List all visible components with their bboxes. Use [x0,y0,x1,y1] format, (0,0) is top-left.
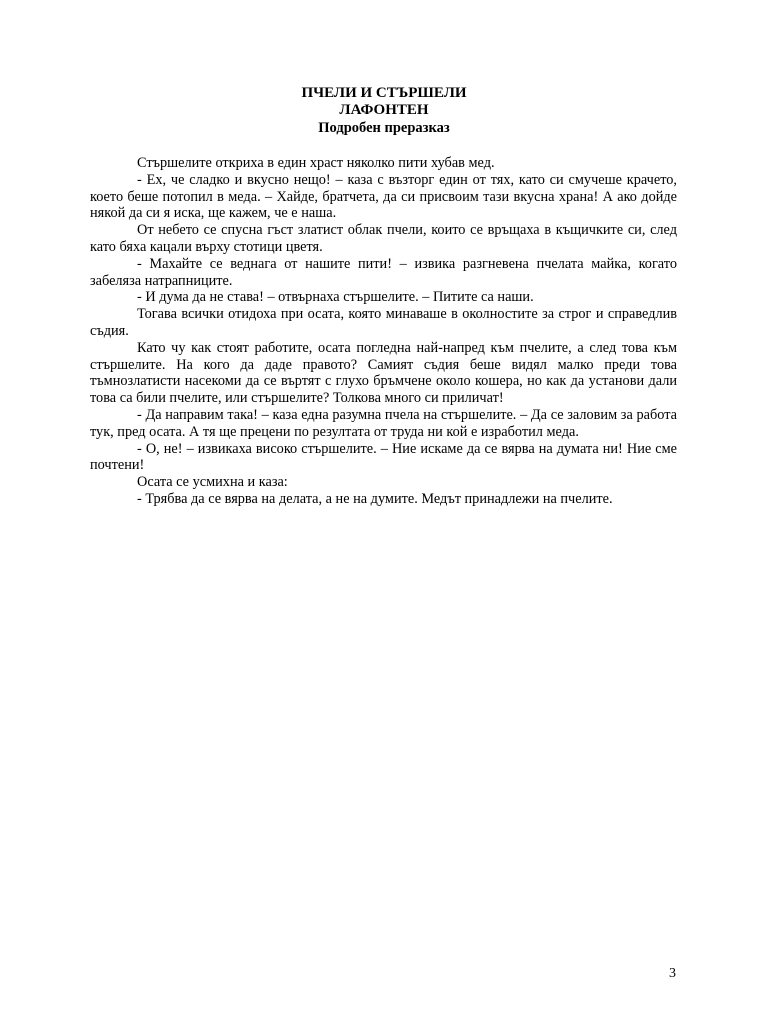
paragraph: - Ех, че сладко и вкусно нещо! – каза с възторг един от тях, като си смучеше крачето, което беше потопил в меда. – Хайде, братчета, да си присвоим тази вкусна храна! А ако дойде някой да си я иска, ще кажем, че е наша. [90,171,677,222]
paragraph: Осата се усмихна и каза: [137,474,288,491]
paragraph: Като чу как стоят работите, осата погледна най-напред към пчелите, а след това към стършелите. На кого да даде правото? Самият съдия беше видял малко преди това тъмнозлатисти насекоми да се въртят с глухо бръмчене около кошера, но как да установи дали това са били пчелите, или стършелите? Толкова много си приличат! [90,339,677,407]
paragraph: - Да направим така! – каза една разумна пчела на стършелите. – Да се заловим за работа тук, пред осата. А тя ще прецени по резултата от труда ни кой е изработил меда. [90,406,677,440]
paragraph: - И дума да не става! – отвърнаха стършелите. – Питите са наши. [137,289,534,306]
page-number: 3 [669,966,676,981]
story-body [90,155,677,508]
paragraph: Стършелите откриха в един храст няколко пити хубав мед. [137,155,495,171]
paragraph: - Трябва да се вярва на делата, а не на думите. Медът принадлежи на пчелите. [137,490,613,507]
document-title: ПЧЕЛИ И СТЪРШЕЛИ [301,85,467,101]
paragraph: От небето се спусна гъст златист облак пчели, които се връщаха в къщичките си, след като бяха кацали върху стотици цветя. [90,222,677,255]
document-subtitle: Подробен преразказ [318,120,450,136]
paragraph: Тогава всички отидоха при осата, която минаваше в околностите за строг и справедлив съдия. [90,306,677,339]
paragraph: - Махайте се веднага от нашите пити! – извика разгневена пчелата майка, когато забеляза натрапниците. [90,255,677,289]
paragraph: - О, не! – извикаха високо стършелите. – Ние искаме да се вярва на думата ни! Ние сме почтени! [90,440,677,474]
document-author: ЛАФОНТЕН [339,102,429,118]
